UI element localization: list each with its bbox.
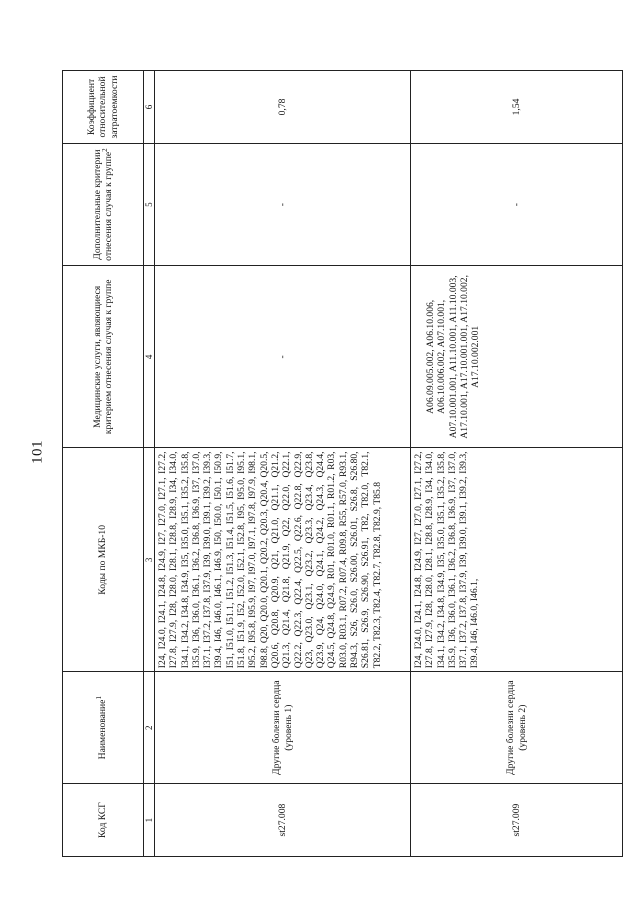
header-icd-codes: Коды по МКБ-10 (63, 448, 144, 672)
coefficient: 0,78 (155, 71, 411, 144)
page-number: 101 (29, 440, 46, 464)
header-ksg-code: Код КСГ (63, 784, 144, 857)
column-number: 2 (144, 672, 155, 784)
services: A06.09.005.002, A06.10.006, A06.10.006.002, A07.10.001, A07.10.001.001, A11.10.001, A11.10.003, A17.10.001, A17.10.001.001, A17.10.002, A17.10.002.001 (411, 266, 623, 448)
header-name: Наименование$^1$ (63, 672, 144, 784)
table-row (411, 71, 623, 857)
ksg-name: Другие болезни сердца (уровень 1) (155, 672, 411, 784)
ksg-table (62, 70, 623, 857)
extra-criteria: - (411, 143, 623, 265)
ksg-code: st27.009 (411, 784, 623, 857)
header-services: Медицинские услуги, являющиеся критерием отнесения случая к группе (63, 266, 144, 448)
column-number-row (144, 71, 155, 857)
header-coefficient: Коэффициент относительной затратоемкости (63, 71, 144, 144)
column-number: 1 (144, 784, 155, 857)
footnote-mark: 1 (95, 696, 104, 700)
extra-criteria: - (155, 143, 411, 265)
ksg-code: st27.008 (155, 784, 411, 857)
column-number: 3 (144, 448, 155, 672)
icd-codes: I24, I24.0, I24.1, I24.8, I24.9, I27, I27.0, I27.1, I27.2, I27.8, I27.9, I28, I28.0, I28.1, I28.8, I28.9, I34, I34.0, I34.1, I34.2, I34.8, I34.9, I35, I35.0, I35.1, I35.2, I35.8, I35.9, I36, I36.0, I36.1, I36.2, I36.8, I36.9, I37, I37.0, I37.1, I37.2, I37.8, I37.9, I39, I39.0, I39.1, I39.2, I39.3, I39.4, I46, I46.0, I46.1, I46.9, I50, I50.0, I50.1, I50.9, I51, I51.0, I51.1, I51.2, I51.3, I51.4, I51.5, I51.6, I51.7, I51.8, I51.9, I52, I52.0, I52.1, I52.8, I95, I95.0, I95.1, I95.2, I95.8, I95.9, I97, I97.0, I97.1, I97.8, I97.9, I98.1, I98.8, Q20, Q20.0, Q20.1, Q20.2, Q20.3, Q20.4, Q20.5, Q20.6, Q20.8, Q20.9, Q21, Q21.0, Q21.1, Q21.2, Q21.3, Q21.4, Q21.8, Q21.9, Q22, Q22.0, Q22.1, Q22.2, Q22.3, Q22.4, Q22.5, Q22.6, Q22.8, Q22.9, Q23, Q23.0, Q23.1, Q23.2, Q23.3, Q23.4, Q23.8, Q23.9, Q24, Q24.0, Q24.1, Q24.2, Q24.3, Q24.4, Q24.5, Q24.8, Q24.9, R01, R01.0, R01.1, R01.2, R03, R03.0, R03.1, R07.2, R07.4, R09.8, R55, R57.0, R93.1, R94.3, S26, S26.0, S26.00, S26.01, S26.8, S26.80, S26.81, S26.9, S26.90, S26.91, T82, T82.0, T82.1, T82.2, T82.3, T82.4, T82.7, T82.8, T82.9, T85.8 (155, 448, 411, 672)
icd-codes: I24, I24.0, I24.1, I24.8, I24.9, I27, I27.0, I27.1, I27.2, I27.8, I27.9, I28, I28.0, I28.1, I28.8, I28.9, I34, I34.0, I34.1, I34.2, I34.8, I34.9, I35, I35.0, I35.1, I35.2, I35.8, I35.9, I36, I36.0, I36.1, I36.2, I36.8, I36.9, I37, I37.0, I37.1, I37.2, I37.8, I37.9, I39, I39.0, I39.1, I39.2, I39.3, I39.4, I46, I46.0, I46.1, (411, 448, 623, 672)
column-number: 5 (144, 143, 155, 265)
coefficient: 1,54 (411, 71, 623, 144)
ksg-name: Другие болезни сердца (уровень 2) (411, 672, 623, 784)
footnote-mark: 2 (100, 148, 109, 152)
column-number: 6 (144, 71, 155, 144)
column-number: 4 (144, 266, 155, 448)
table-wrapper (62, 70, 612, 857)
table-row (155, 71, 411, 857)
header-extra-criteria: Дополнительные критерии отнесения случая к группе$^2$ (63, 143, 144, 265)
table-header-row (63, 71, 144, 857)
services: - (155, 266, 411, 448)
